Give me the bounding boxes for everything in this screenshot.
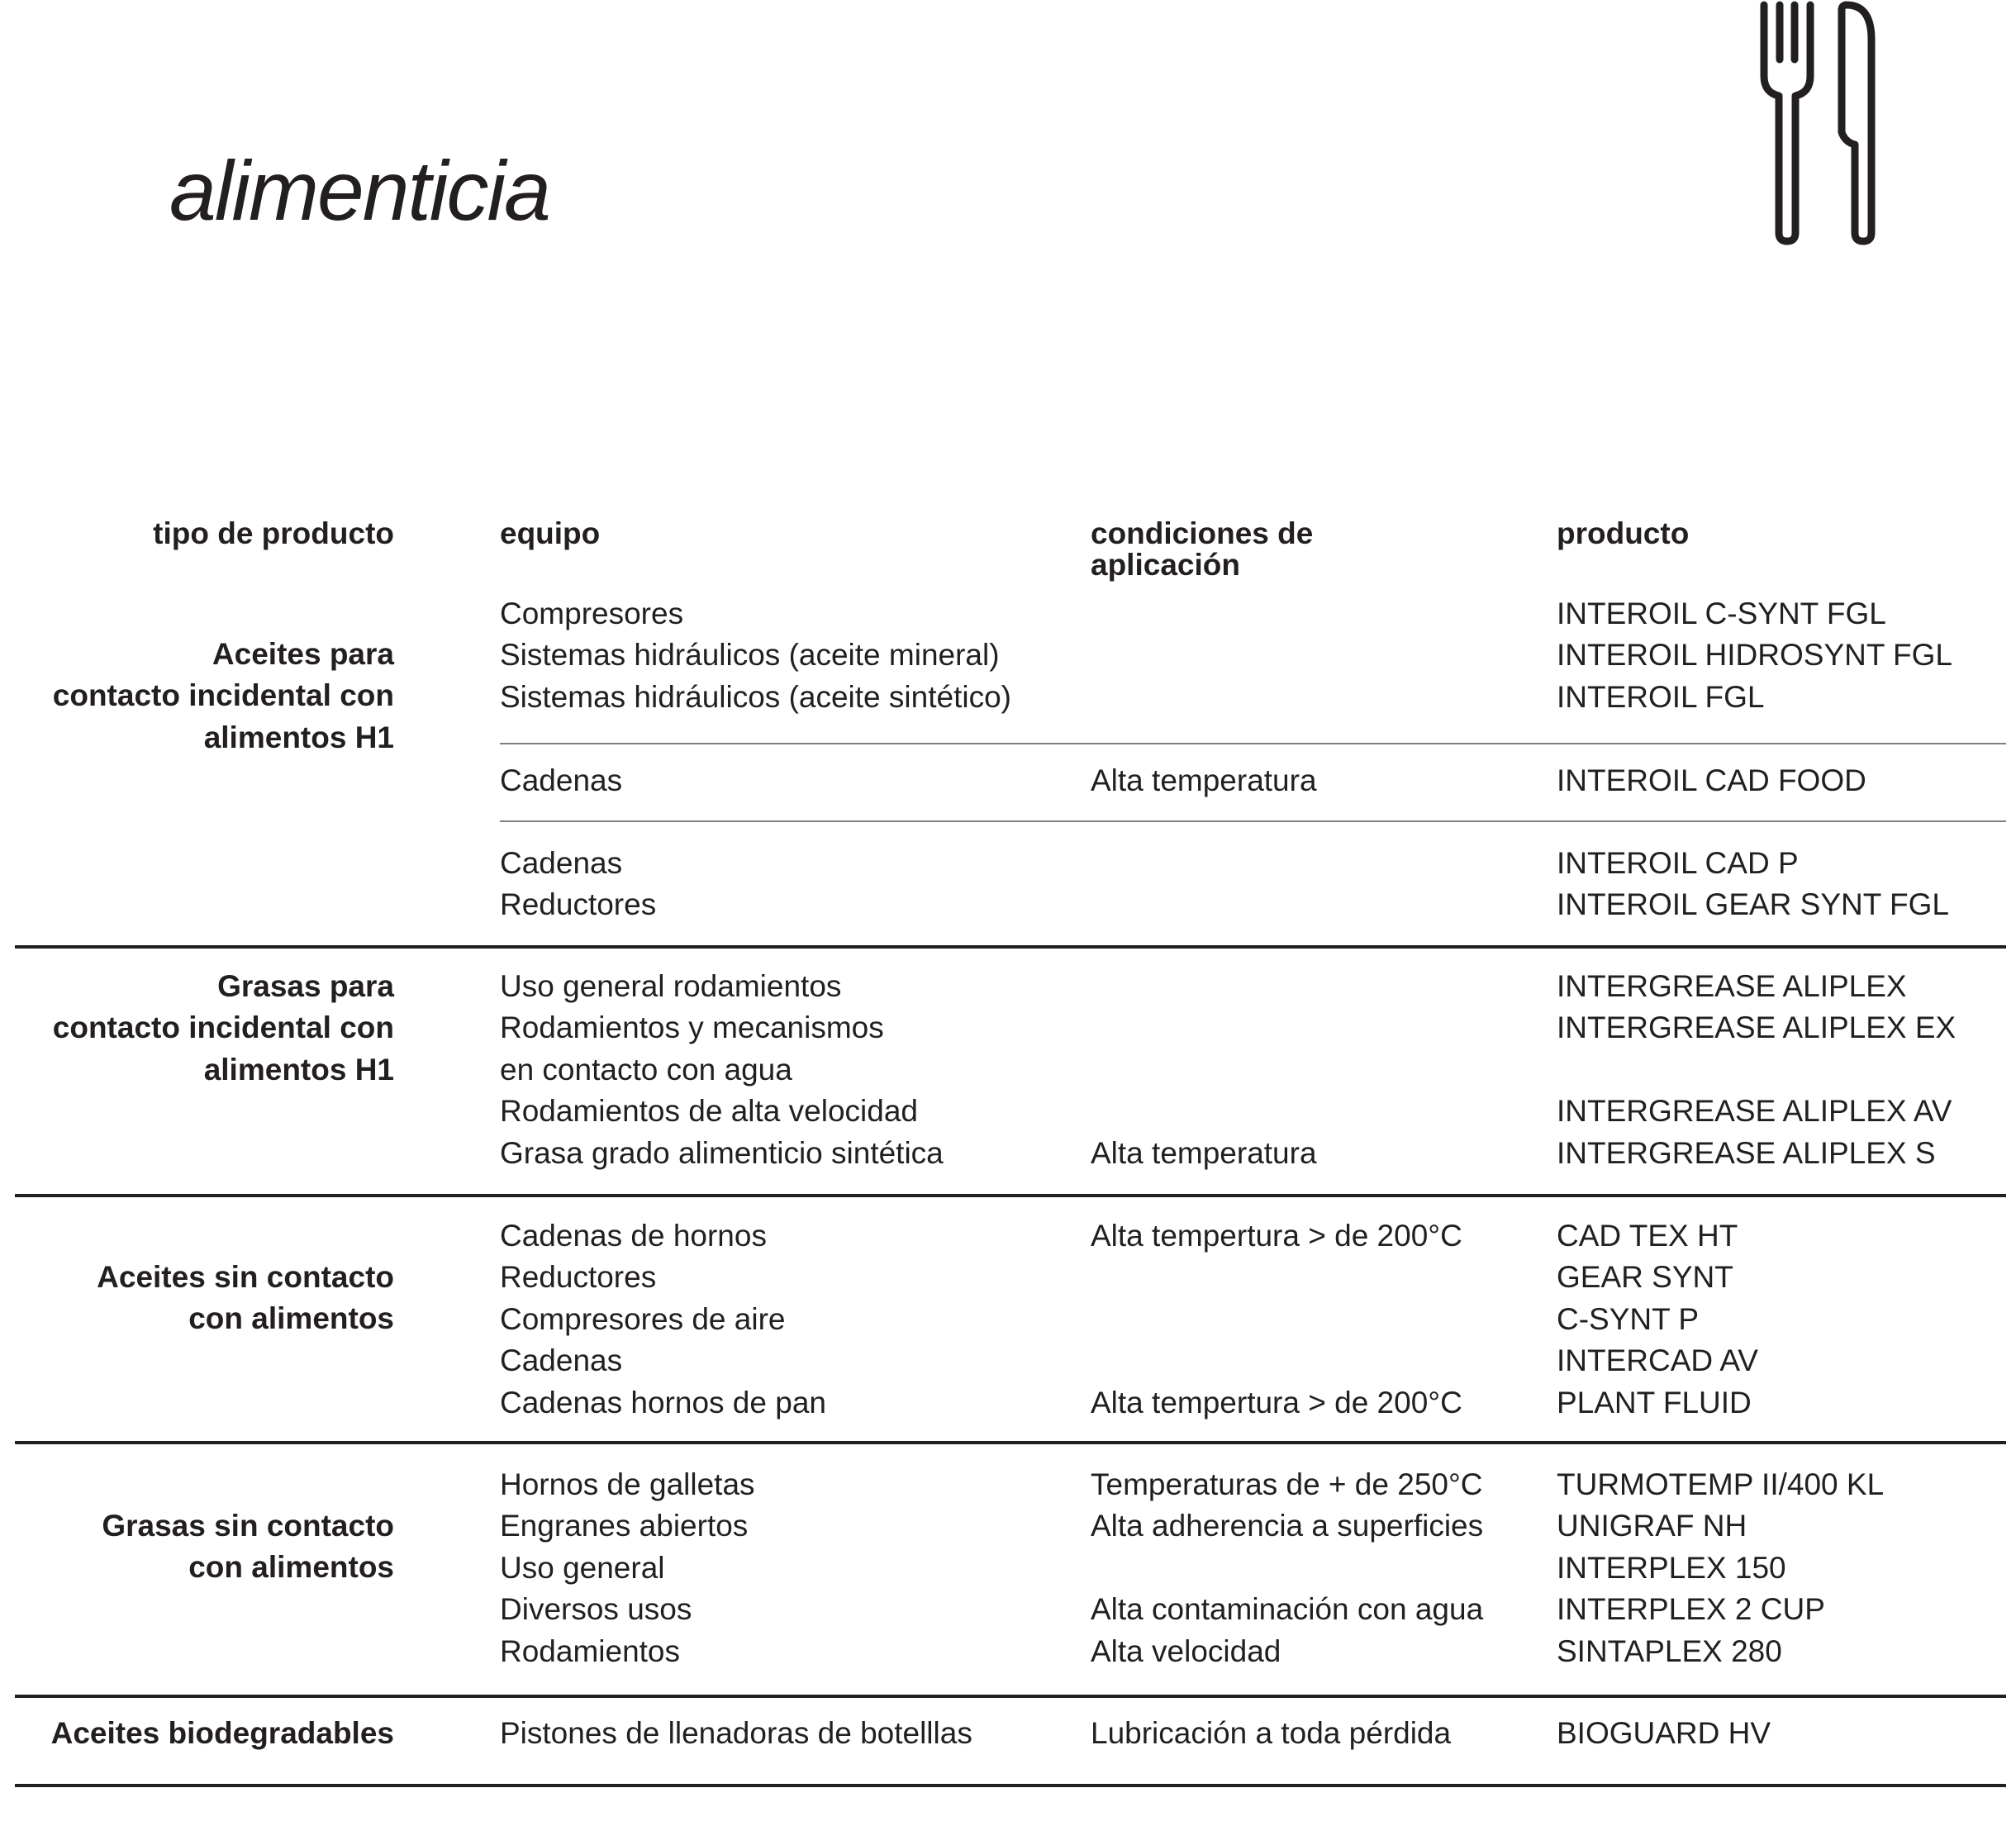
condiciones-line [1091, 966, 1317, 1007]
equipo-line: Sistemas hidráulicos (aceite mineral) [500, 638, 1000, 673]
condiciones-line: Alta contaminación con agua [1091, 1592, 1484, 1627]
equipo-cell [500, 593, 1011, 718]
tipo-line: alimentos H1 [203, 1052, 394, 1087]
condiciones-line [1091, 1299, 1462, 1340]
header-equipo: equipo [500, 516, 601, 550]
producto-line: INTERPLEX 2 CUP [1557, 1592, 1825, 1627]
equipo-line: Cadenas hornos de pan [500, 1385, 826, 1419]
producto-line: INTERPLEX 150 [1557, 1550, 1786, 1585]
equipo-line: Sistemas hidráulicos (aceite sintético) [500, 679, 1011, 714]
tipo-line: Grasas para [217, 969, 394, 1003]
tipo-line: Aceites para [212, 637, 394, 671]
header-condiciones: condiciones de aplicación [1091, 516, 1314, 582]
equipo-cell [500, 843, 656, 926]
producto-line [1557, 1049, 1956, 1091]
equipo-line: Rodamientos y mecanismos [500, 1010, 884, 1045]
condiciones-line [1091, 1257, 1462, 1298]
equipo-line: Grasa grado alimenticio sintética [500, 1135, 944, 1170]
producto-cell [1557, 593, 1952, 718]
section-tipo [53, 966, 394, 1091]
section-divider [15, 945, 2006, 949]
equipo-cell [500, 1215, 826, 1424]
producto-line: PLANT FLUID [1557, 1385, 1752, 1419]
tipo-line: Grasas sin contacto [102, 1509, 394, 1543]
condiciones-line: Temperaturas de + de 250°C [1091, 1467, 1483, 1501]
producto-cell: BIOGUARD HV [1557, 1716, 1771, 1750]
equipo-line: Rodamientos de alta velocidad [500, 1094, 918, 1129]
equipo-line: Compresores de aire [500, 1301, 786, 1336]
equipo-line: Reductores [500, 1260, 657, 1295]
page-title: alimenticia [169, 144, 549, 238]
producto-cell [1557, 843, 1949, 926]
section-divider [15, 1194, 2006, 1197]
equipo-line: en contacto con agua [500, 1052, 792, 1087]
producto-line: INTERGREASE ALIPLEX S [1557, 1135, 1936, 1170]
producto-line: INTEROIL GEAR SYNT FGL [1557, 887, 1949, 922]
tipo-line: Aceites sin contacto [97, 1260, 394, 1294]
condiciones-line [1091, 1548, 1483, 1589]
equipo-line: Uso general rodamientos [500, 969, 842, 1003]
section-divider [15, 1784, 2006, 1787]
fork-knife-icon [1756, 0, 1881, 248]
section-tipo: Aceites biodegradables [50, 1716, 394, 1750]
condiciones-line: Alta tempertura > de 200°C [1091, 1385, 1462, 1419]
producto-cell [1557, 1215, 1758, 1424]
condiciones-line [1091, 1091, 1317, 1132]
row-divider [500, 820, 2006, 822]
equipo-line: Hornos de galletas [500, 1467, 755, 1501]
producto-line: INTEROIL HIDROSYNT FGL [1557, 638, 1953, 673]
section-tipo [102, 1505, 394, 1589]
condiciones-line: Alta adherencia a superficies [1091, 1509, 1484, 1543]
producto-line: INTERGREASE ALIPLEX EX [1557, 1010, 1957, 1045]
equipo-line: Cadenas [500, 1343, 623, 1378]
condiciones-cell [1091, 1464, 1483, 1672]
equipo-line: Rodamientos [500, 1633, 681, 1668]
condiciones-line [1091, 1340, 1462, 1381]
tipo-line: contacto incidental con [52, 678, 394, 713]
tipo-line: contacto incidental con [52, 1010, 394, 1045]
equipo-line: Cadenas de hornos [500, 1219, 767, 1253]
producto-line: C-SYNT P [1557, 1301, 1700, 1336]
producto-line: GEAR SYNT [1557, 1260, 1733, 1295]
equipo-line: Cadenas [500, 846, 623, 880]
producto-line: INTEROIL CAD P [1557, 846, 1799, 880]
condiciones-line [1091, 1007, 1317, 1049]
condiciones-cell [1091, 1215, 1462, 1424]
header-producto: producto [1557, 516, 1690, 550]
producto-line: INTEROIL FGL [1557, 679, 1765, 714]
producto-line: INTERCAD AV [1557, 1343, 1758, 1378]
producto-cell [1557, 1464, 1884, 1672]
section-tipo [97, 1257, 394, 1340]
producto-cell [1557, 966, 1956, 1174]
equipo-line: Reductores [500, 887, 657, 922]
producto-line: UNIGRAF NH [1557, 1509, 1747, 1543]
tipo-line: con alimentos [188, 1550, 394, 1585]
equipo-line: Compresores [500, 597, 684, 630]
producto-cell: INTEROIL CAD FOOD [1557, 763, 1866, 797]
condiciones-line: Alta temperatura [1091, 1135, 1317, 1170]
section-divider [15, 1441, 2006, 1444]
producto-line: TURMOTEMP II/400 KL [1557, 1467, 1885, 1501]
condiciones-line: Alta tempertura > de 200°C [1091, 1219, 1462, 1253]
equipo-cell [500, 1464, 755, 1672]
condiciones-cell [1091, 966, 1317, 1174]
equipo-cell [500, 966, 944, 1174]
equipo-line: Uso general [500, 1550, 665, 1585]
equipo-line: Diversos usos [500, 1592, 692, 1627]
producto-line: INTERGREASE ALIPLEX AV [1557, 1094, 1952, 1129]
tipo-line: con alimentos [188, 1301, 394, 1336]
producto-line: INTEROIL C-SYNT FGL [1557, 597, 1886, 630]
equipo-cell: Cadenas [500, 763, 623, 797]
tipo-line: alimentos H1 [203, 720, 394, 754]
equipo-cell: Pistones de llenadoras de botelllas [500, 1716, 972, 1750]
producto-line: SINTAPLEX 280 [1557, 1633, 1782, 1668]
condiciones-line [1091, 1049, 1317, 1091]
condiciones-cell: Alta temperatura [1091, 763, 1317, 797]
header-tipo-de-producto: tipo de producto [153, 516, 394, 550]
section-tipo [53, 634, 394, 758]
condiciones-line: Alta velocidad [1091, 1633, 1281, 1668]
producto-line: CAD TEX HT [1557, 1219, 1738, 1253]
row-divider [500, 743, 2006, 744]
producto-line: INTERGREASE ALIPLEX [1557, 969, 1907, 1003]
condiciones-cell: Lubricación a toda pérdida [1091, 1716, 1452, 1750]
section-divider [15, 1695, 2006, 1698]
equipo-line: Engranes abiertos [500, 1509, 749, 1543]
